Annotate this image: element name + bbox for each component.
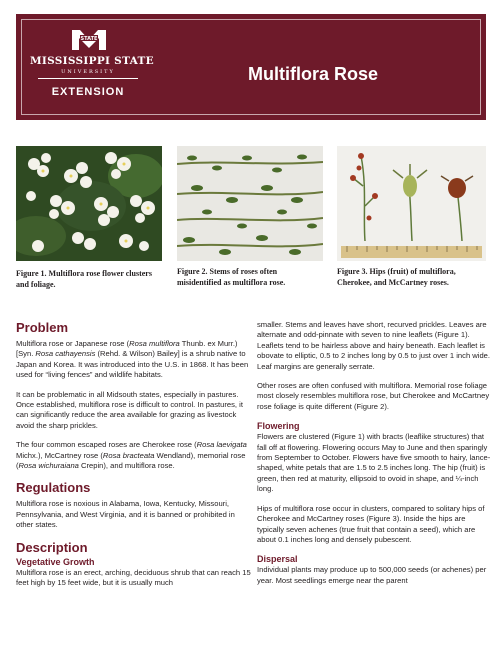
problem-heading: Problem [16, 320, 69, 335]
regulations-heading: Regulations [16, 480, 91, 496]
left-column [16, 320, 251, 598]
figure-2-caption: Figure 2. Stems of roses often misidentified as multiflora rose. [177, 267, 286, 287]
problem-paragraph-3: The four common escaped roses are Cherokee rose (Rosa laevigata Michx.), McCartney rose (Rosa bracteata Wendland), memorial rose (Rosa wichuraiana Crepin), and multiflora rose. [16, 440, 247, 471]
rose-stems-photo-icon [177, 146, 323, 261]
msu-extension-logo [30, 26, 154, 110]
flowering-paragraph-2: Hips of multiflora rose occur in clusters, compared to solitary hips of Cherokee and McCartney roses (Figure 3). Inside the hips are typically seven achenes (true fruit that contain a seed), which are about 0.1 inches long and densely pubescent. [257, 503, 485, 544]
description-paragraph-1: Multiflora rose is an erect, arching, deciduous shrub that can reach 15 feet high by 15 feet wide, but it is usually much [16, 567, 251, 588]
flowering-paragraph-1: Flowers are clustered (Figure 1) with bracts (leaflike structures) that fall off at flowering. Flowering occurs May to June and then sparingly from September to October. Flowers have five smooth to hairy, lance-shaped, white petals that are 1.5 to 2.5 inches long. The hip (fruit) is green, then red at maturity, ellipsoid to ovoid in shape, and ¼-inch long. [257, 432, 491, 494]
rose-hips-photo-icon [337, 146, 486, 261]
logo-extension: EXTENSION [51, 86, 125, 98]
figure-2-photo [177, 146, 323, 261]
right-column [257, 320, 492, 595]
figure-3-photo [337, 146, 486, 261]
description-paragraph-2: smaller. Stems and leaves have short, recurved prickles. Leaves are alternate and odd-pinnate with seven to nine leaflets (Figure 1). Leaflets tend to be hairless above and hairy beneath. Each leaflet is obovate to elliptic, 0.5 to 2 inches long by 0.5 to just over 1 inch wide. Leaf margins are generally serrate. [257, 320, 491, 371]
figure-3-caption: Figure 3. Hips (fruit) of multiflora, Cherokee, and McCartney roses. [337, 267, 456, 287]
rose-flowers-photo-icon [16, 146, 162, 261]
msu-m-seal-icon [70, 26, 108, 52]
regulations-paragraph: Multiflora rose is noxious in Alabama, Iowa, Kentucky, Missouri, Pennsylvania, and West Virginia, and it is banned or prohibited in other states. [16, 499, 235, 530]
description-heading: Description [16, 539, 88, 555]
logo-divider [38, 78, 138, 79]
problem-paragraph-1: Multiflora rose or Japanese rose (Rosa multiflora Thunb. ex Murr.) [Syn. Rosa cathayensis (Rehd. & Wilson) Bailey] is a shrub native to Japan and Korea. It was introduced into the U.S. in 1868. It has been used for “living fences” and wildlife habitats. [16, 339, 249, 380]
vegetative-growth-subheading: Vegetative Growth [16, 556, 95, 567]
logo-university-name: MISSISSIPPI STATE [30, 55, 154, 67]
figure-1-photo [16, 146, 162, 261]
problem-paragraph-2: It can be problematic in all Midsouth states, especially in pastures. Once established, multiflora rose is difficult to control. In pastures, it can significantly reduce the area available for grazing as livestock avoid the sharp prickles. [16, 389, 243, 430]
flowering-subheading: Flowering [257, 421, 300, 432]
header-banner [16, 14, 486, 120]
dispersal-paragraph: Individual plants may produce up to 500,000 seeds (or achenes) per year. Most seedlings emerge near the parent [257, 565, 487, 585]
seal-text: STATE [80, 36, 98, 42]
dispersal-subheading: Dispersal [257, 554, 298, 565]
page-title: Multiflora Rose [248, 64, 379, 84]
logo-university-word: UNIVERSITY [61, 69, 115, 75]
figure-1-caption: Figure 1. Multiflora rose flower clusters and foliage. [16, 269, 152, 289]
description-paragraph-3: Other roses are often confused with multiflora. Memorial rose foliage most closely resembles multiflora rose, but Cherokee and McCartney rose foliage is quite different (Figure 2). [257, 381, 490, 411]
